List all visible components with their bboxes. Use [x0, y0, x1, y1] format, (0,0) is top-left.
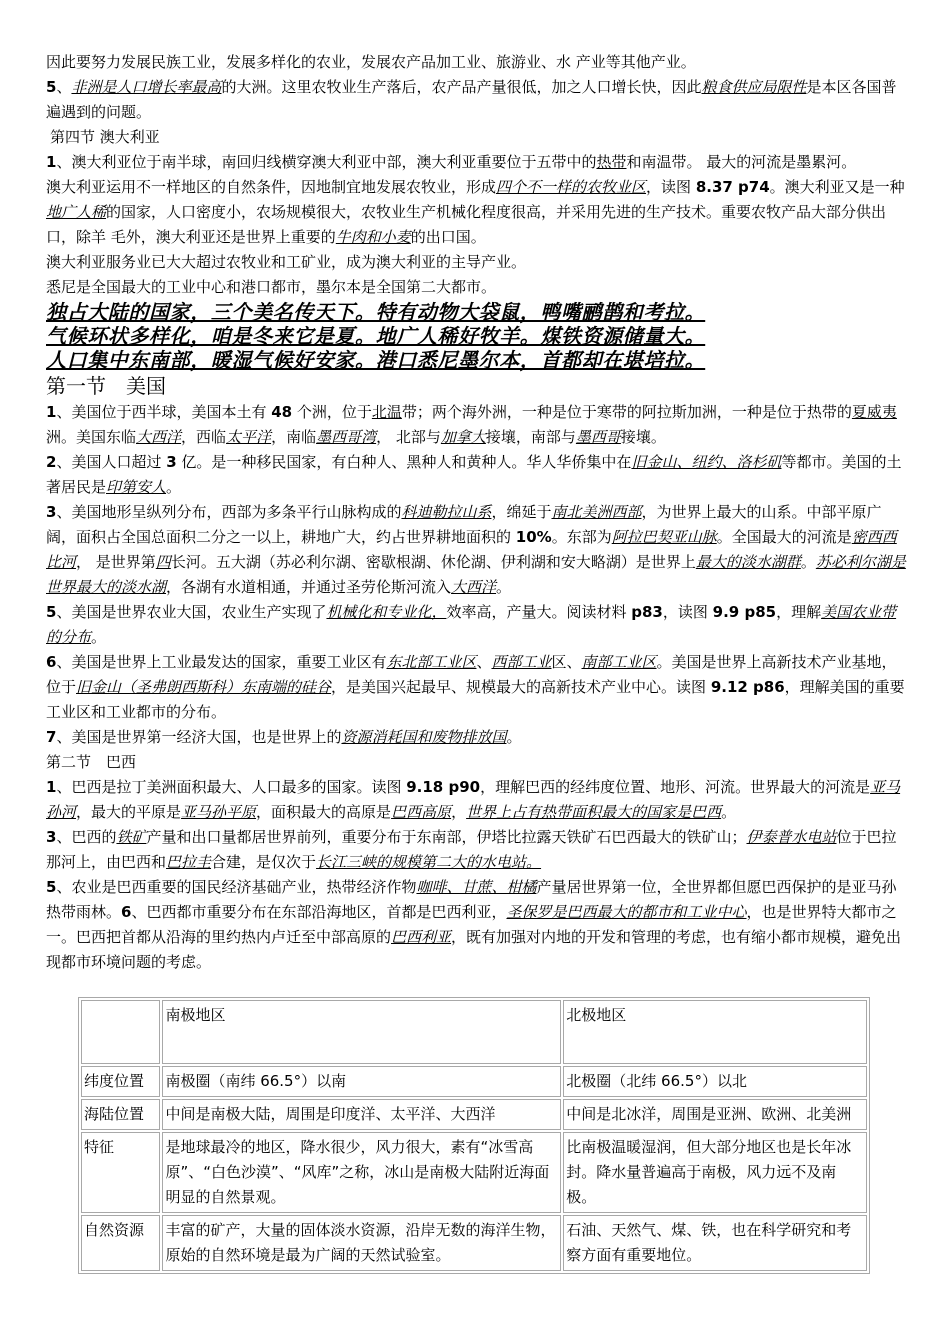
text: ，读图: [662, 603, 713, 621]
item-number: 5: [46, 78, 57, 96]
underlined-term: 巴西高原: [391, 803, 452, 821]
text: 、澳大利亚位于南半球，南回归线横穿澳大利亚中部，澳大利亚重要位于五带中的: [56, 153, 597, 171]
item-number: 5: [46, 878, 57, 896]
text: 、美国人口超过: [56, 453, 167, 471]
text: 。: [166, 478, 182, 496]
text: 的大洲。这里农牧业生产落后，农产品产量很低，加之人口增长快，因此: [221, 78, 702, 96]
text: 。澳大利亚又是一种: [769, 178, 905, 196]
table-cell: 石油、天然气、煤、铁，也在科学研究和考察方面有重要地位。: [563, 1215, 867, 1271]
text: 、巴西的: [56, 828, 117, 846]
text: 个洲，位于: [292, 403, 372, 421]
underlined-term: 大西洋: [136, 428, 182, 446]
number: 3: [166, 453, 177, 471]
underlined-term: 资源消耗国和废物排放国: [341, 728, 507, 746]
table-cell: 是地球最冷的地区，降水很少，风力很大，素有“冰雪高原”、“白色沙漠”、“风库”之称，冰山是南极大陆附近海面明显的自然景观。: [162, 1132, 561, 1213]
paragraph-intro: [46, 50, 906, 75]
underlined-term: 非洲是人口增长率最高: [71, 78, 222, 96]
item-number: 1: [46, 153, 57, 171]
text: 效率高，产量大。阅读材料: [446, 603, 632, 621]
text: 。东部为: [551, 528, 612, 546]
item-number: 1: [46, 778, 57, 796]
poem-line-1: 独占大陆的国家，三个美名传天下。特有动物大袋鼠，鸭嘴鹂鹊和考拉。: [46, 300, 706, 324]
underlined-term: 大西洋: [451, 578, 497, 596]
text: 、: [56, 78, 72, 96]
underlined-term: 加拿大: [440, 428, 486, 446]
underlined-term: 热带: [596, 153, 627, 171]
text: ，理解美国的重要工业区和工业都市的分布。: [46, 678, 905, 721]
text: 的国家，人口密度小，农场规模很大，农牧业生产机械化程度很高，并采用先进的生产技术。重要农牧产品大部分供出口，除羊 毛外，澳大利亚还是世界上重要的: [46, 203, 887, 246]
text: 。全国最大的河流是: [716, 528, 852, 546]
underlined-term: 世界上占有热带面积最大的国家是巴西: [466, 803, 722, 821]
text: ，各湖有水道相通，并通过圣劳伦斯河流入: [166, 578, 452, 596]
underlined-term: 旧金山、纽约、洛杉矶: [631, 453, 782, 471]
text: ，既有加强对内地的开发和管理的考虑，也有缩小都市规模，避免出现都市环境问题的考虑。: [46, 928, 902, 971]
poem-line-2: 气候环状多样化，咱是冬来它是夏。地广人稀好牧羊。煤铁资源储量大。: [46, 324, 706, 348]
paragraph-usa-6: [46, 650, 906, 725]
paragraph-brazil-1: [46, 775, 906, 825]
text: 因此要努力发展民族工业，发展多样化的农业，发展农产品加工业、旅游业、水 产业等其他产业。: [46, 53, 696, 71]
underlined-term: 西部工业: [491, 653, 552, 671]
number: 48: [271, 403, 293, 421]
text: ，读图: [646, 178, 696, 196]
table-row-label: 海陆位置: [81, 1099, 160, 1130]
underlined-term: 苏必利尔湖是世界最大的淡水湖: [46, 553, 906, 596]
table-row: [81, 1066, 867, 1097]
underlined-term: 印第安人: [106, 478, 167, 496]
text: 长河。五大湖（苏必利尔湖、密歇根湖、休伦湖、伊利湖和安大略湖）是世界上: [170, 553, 696, 571]
underlined-term: 最大的淡水湖群: [695, 553, 801, 571]
paragraph-australia-service: 澳大利亚服务业已大大超过农牧业和工矿业，成为澳大利亚的主导产业。: [46, 253, 527, 271]
text: ，也是世界特大都市之一。巴西把首都从沿海的里约热内卢迁至中部高原的: [46, 903, 897, 946]
text: 。: [506, 728, 522, 746]
text: ，面积最大的高原是: [256, 803, 392, 821]
number: 10%: [515, 528, 552, 546]
table-header-antarctic: 南极地区: [162, 1000, 561, 1064]
figure-ref: 9.12 p86: [710, 678, 785, 696]
text: 合建，是仅次于: [211, 853, 317, 871]
underlined-term: 南北美洲西部: [551, 503, 642, 521]
text: 接壤。: [620, 428, 666, 446]
text: 。美国是世界上高新技术产业基地，位于: [46, 653, 897, 696]
table-row-label: 纬度位置: [81, 1066, 160, 1097]
text: 澳大利亚运用不一样地区的自然条件，因地制宜地发展农牧业，形成: [46, 178, 497, 196]
underlined-term: 四: [155, 553, 171, 571]
table-cell: [81, 1000, 160, 1064]
text: 是本区各国普遍遇到的问题。: [46, 78, 897, 121]
text: 产量和出口量都居世界前列，重要分布于东南部，伊塔比拉露天铁矿石巴西最大的铁矿山；: [146, 828, 747, 846]
table-header-arctic: 北极地区: [563, 1000, 867, 1064]
text: 、巴西是拉丁美洲面积最大、人口最多的国家。读图: [56, 778, 407, 796]
paragraph-usa-1: [46, 400, 906, 450]
underlined-term: 阿拉巴契亚山脉: [611, 528, 717, 546]
cell-text: 南极圈（南纬 66.5°）以南: [165, 1072, 347, 1090]
table-row: [81, 1132, 867, 1213]
item-number: 6: [121, 903, 132, 921]
underlined-term: 美国农业带的分布: [46, 603, 897, 646]
text: 。: [800, 553, 816, 571]
table-header-row: [81, 1000, 867, 1064]
polar-comparison-table: [78, 997, 870, 1274]
underlined-term: 夏威夷: [851, 403, 897, 421]
underlined-term: 密西西比河: [46, 528, 897, 571]
table-cell: 比南极温暖湿润，但大部分地区也是长年冰封。降水量普遍高于南极，风力远不及南极。: [563, 1132, 867, 1213]
text: ，南临: [271, 428, 317, 446]
item-number: 3: [46, 503, 57, 521]
underlined-term: 伊泰普水电站: [746, 828, 837, 846]
table-row: [81, 1099, 867, 1130]
text: 、美国地形呈纵列分布，西部为多条平行山脉构成的: [56, 503, 402, 521]
table-cell: 中间是南极大陆，周围是印度洋、太平洋、大西洋: [162, 1099, 561, 1130]
underlined-term: 机械化和专业化，: [326, 603, 447, 621]
section-heading-brazil: 第二节 巴西: [46, 753, 137, 771]
text: 、美国是世界上工业最发达的国家，重要工业区有: [56, 653, 387, 671]
table-row-label: 特征: [81, 1132, 160, 1213]
text: 区、: [551, 653, 582, 671]
figure-ref: 8.37 p74: [695, 178, 770, 196]
underlined-term: 旧金山（圣弗朗西斯科）东南端的硅谷: [76, 678, 332, 696]
text: 带；两个海外洲，一种是位于寒带的阿拉斯加洲，一种是位于热带的: [401, 403, 852, 421]
text: ， 北部与: [376, 428, 441, 446]
text: 、农业是巴西重要的国民经济基础产业，热带经济作物: [56, 878, 417, 896]
item-number: 2: [46, 453, 57, 471]
page-ref: p83: [631, 603, 663, 621]
paragraph-usa-3: [46, 500, 906, 600]
item-number: 5: [46, 603, 57, 621]
figure-ref: 9.18 p90: [406, 778, 481, 796]
text: ，理解巴西的经纬度位置、地形、河流。世界最大的河流是: [480, 778, 871, 796]
text: ，: [451, 803, 467, 821]
underlined-term: 太平洋: [226, 428, 272, 446]
paragraph-australia-cities: 悉尼是全国最大的工业中心和港口都市，墨尔本是全国第二大都市。: [46, 278, 497, 296]
text: 。: [496, 578, 512, 596]
underlined-term: 铁矿: [116, 828, 147, 846]
text: ，为世界上最大的山系。中部平原广阔，面积占全国总面积二分之一以上，耕地广大，约占世界耕地面积的: [46, 503, 882, 546]
text: 。: [91, 628, 107, 646]
table-row-label: 自然资源: [81, 1215, 160, 1271]
item-number: 1: [46, 403, 57, 421]
underlined-term: 南部工业区: [581, 653, 657, 671]
table-cell: [162, 1066, 561, 1097]
text: 、美国是世界农业大国，农业生产实现了: [56, 603, 327, 621]
paragraph-usa-5: [46, 600, 906, 650]
text: 、美国是世界第一经济大国，也是世界上的: [56, 728, 342, 746]
underlined-term: 墨西哥: [575, 428, 621, 446]
text: 接壤，南部与: [485, 428, 576, 446]
table-row: [81, 1215, 867, 1271]
underlined-term: 咖啡、甘蔗、柑橘: [416, 878, 537, 896]
figure-ref: 9.9 p85: [712, 603, 777, 621]
text: ，是美国兴起最早、规模最大的高新技术产业中心。读图: [331, 678, 711, 696]
item-number: 3: [46, 828, 57, 846]
underlined-term: 牛肉和小麦: [335, 228, 411, 246]
table-cell: [563, 1066, 867, 1097]
item-number: 6: [46, 653, 57, 671]
text: ， 是世界第: [76, 553, 156, 571]
underlined-term: 东北部工业区: [386, 653, 477, 671]
text: ，理解: [776, 603, 822, 621]
cell-text: 北极圈（北纬 66.5°）以北: [566, 1072, 747, 1090]
underlined-term: 四个不一样的农牧业区: [496, 178, 647, 196]
text: 。: [721, 803, 737, 821]
text: 的出口国。: [410, 228, 486, 246]
underlined-term: 粮食供应局限性: [701, 78, 807, 96]
paragraph-africa-5: [46, 75, 906, 125]
text: 洲。美国东临: [46, 428, 137, 446]
paragraph-australia-agriculture: [46, 175, 906, 250]
underlined-term: 圣保罗是巴西最大的都市和工业中心: [506, 903, 747, 921]
section-heading-usa: 第一节 美国: [46, 374, 166, 398]
table-cell: 中间是北冰洋，周围是亚洲、欧洲、北美洲: [563, 1099, 867, 1130]
underlined-term: 巴拉圭: [166, 853, 212, 871]
text: 产量居世界第一位，全世界都但愿巴西保护的是亚马孙热带雨林。: [46, 878, 897, 921]
text: 等都市。美国的土著居民是: [46, 453, 902, 496]
underlined-term: 长江三峡的规模第二大的水电站。: [316, 853, 542, 871]
underlined-term: 亚马孙河: [46, 778, 901, 821]
text: ，绵延于: [491, 503, 552, 521]
poem-line-3: 人口集中东南部，暖湿气候好安家。港口悉尼墨尔本，首都却在堪培拉。: [46, 348, 706, 372]
text: ，最大的平原是: [76, 803, 182, 821]
paragraph-australia-1: [46, 150, 906, 175]
underlined-term: 巴西利亚: [391, 928, 452, 946]
text: 、巴西都市重要分布在东部沿海地区，首都是巴西利亚，: [131, 903, 507, 921]
text: 、美国位于西半球，美国本土有: [56, 403, 272, 421]
item-number: 7: [46, 728, 57, 746]
text: 和南温带。 最大的河流是墨累河。: [626, 153, 857, 171]
underlined-term: 地广人稀: [46, 203, 107, 221]
underlined-term: 科迪勒拉山系: [401, 503, 492, 521]
text: 位于巴拉那河上，由巴西和: [46, 828, 897, 871]
table-cell: 丰富的矿产，大量的固体淡水资源，沿岸无数的海洋生物，原始的自然环境是最为广阔的天然试验室。: [162, 1215, 561, 1271]
section-heading-australia: 第四节 澳大利亚: [50, 128, 160, 146]
paragraph-usa-7: [46, 725, 906, 750]
text: ，西临: [181, 428, 227, 446]
underlined-term: 亚马孙平原: [181, 803, 257, 821]
underlined-term: 墨西哥湾: [316, 428, 377, 446]
document-body: [46, 50, 906, 975]
paragraph-usa-2: [46, 450, 906, 500]
paragraph-brazil-3: [46, 825, 906, 875]
text: 亿。是一种移民国家，有白种人、黑种人和黄种人。华人华侨集中在: [176, 453, 632, 471]
underlined-term: 北温: [371, 403, 402, 421]
paragraph-brazil-5-6: [46, 875, 906, 975]
text: 、: [476, 653, 492, 671]
